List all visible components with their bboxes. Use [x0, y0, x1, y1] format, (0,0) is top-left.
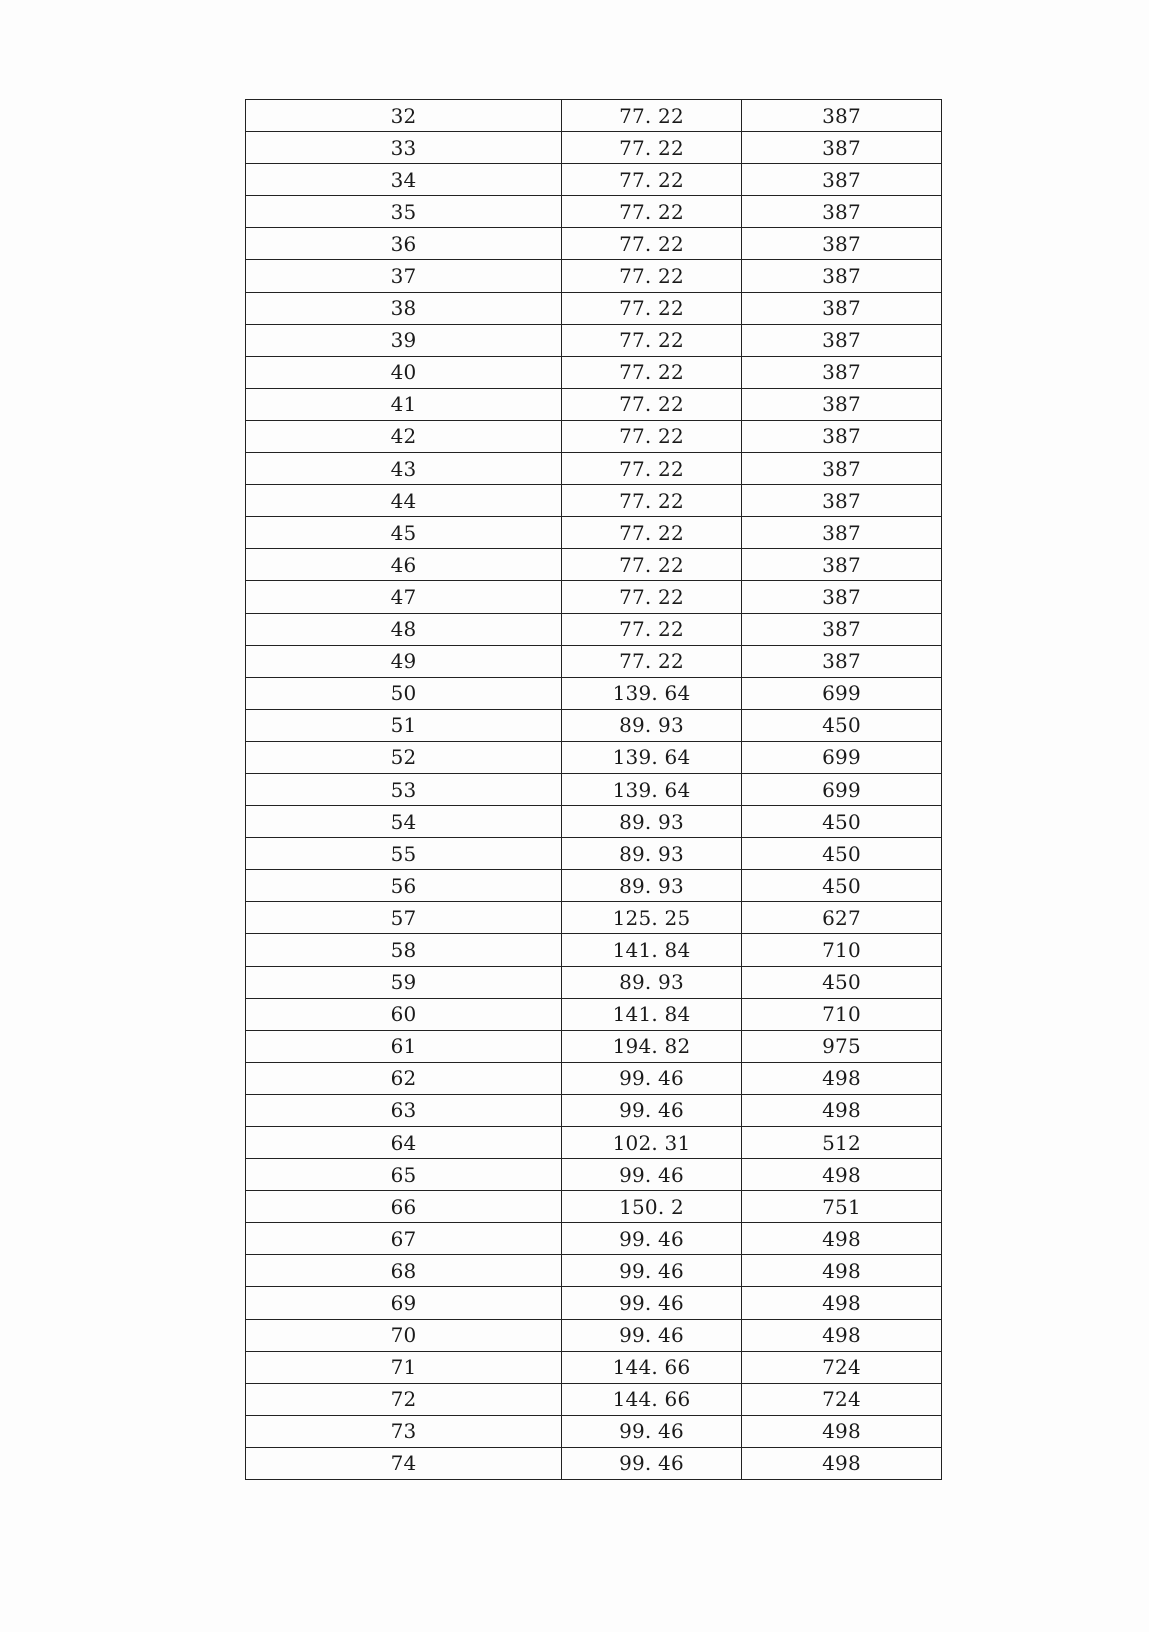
data-table — [245, 99, 942, 1480]
row-number-cell: 65 — [246, 1159, 562, 1191]
area-cell: 77. 22 — [562, 388, 742, 420]
area-cell: 99. 46 — [562, 1447, 742, 1479]
amount-cell: 387 — [742, 324, 942, 356]
amount-cell: 387 — [742, 164, 942, 196]
amount-cell: 387 — [742, 196, 942, 228]
row-number-cell: 44 — [246, 485, 562, 517]
amount-cell: 450 — [742, 709, 942, 741]
table-row — [246, 1255, 942, 1287]
area-cell: 77. 22 — [562, 324, 742, 356]
row-number-cell: 59 — [246, 966, 562, 998]
amount-cell: 498 — [742, 1447, 942, 1479]
area-cell: 139. 64 — [562, 741, 742, 773]
row-number-cell: 32 — [246, 100, 562, 132]
amount-cell: 387 — [742, 292, 942, 324]
table-row — [246, 1030, 942, 1062]
table-row — [246, 1319, 942, 1351]
amount-cell: 450 — [742, 966, 942, 998]
area-cell: 99. 46 — [562, 1287, 742, 1319]
row-number-cell: 61 — [246, 1030, 562, 1062]
amount-cell: 699 — [742, 773, 942, 805]
row-number-cell: 46 — [246, 549, 562, 581]
table-row — [246, 1159, 942, 1191]
table-row — [246, 1127, 942, 1159]
table-row — [246, 1062, 942, 1094]
table-row — [246, 485, 942, 517]
row-number-cell: 56 — [246, 870, 562, 902]
area-cell: 141. 84 — [562, 934, 742, 966]
row-number-cell: 63 — [246, 1094, 562, 1126]
table-row — [246, 902, 942, 934]
row-number-cell: 41 — [246, 388, 562, 420]
row-number-cell: 58 — [246, 934, 562, 966]
amount-cell: 724 — [742, 1351, 942, 1383]
table-row — [246, 356, 942, 388]
row-number-cell: 53 — [246, 773, 562, 805]
table-row — [246, 1383, 942, 1415]
table-row — [246, 100, 942, 132]
area-cell: 99. 46 — [562, 1255, 742, 1287]
area-cell: 77. 22 — [562, 549, 742, 581]
row-number-cell: 71 — [246, 1351, 562, 1383]
area-cell: 102. 31 — [562, 1127, 742, 1159]
amount-cell: 387 — [742, 420, 942, 452]
row-number-cell: 51 — [246, 709, 562, 741]
amount-cell: 498 — [742, 1062, 942, 1094]
table-row — [246, 292, 942, 324]
amount-cell: 498 — [742, 1255, 942, 1287]
row-number-cell: 68 — [246, 1255, 562, 1287]
table-row — [246, 773, 942, 805]
amount-cell: 724 — [742, 1383, 942, 1415]
area-cell: 77. 22 — [562, 517, 742, 549]
area-cell: 77. 22 — [562, 260, 742, 292]
table-row — [246, 228, 942, 260]
amount-cell: 387 — [742, 485, 942, 517]
table-row — [246, 132, 942, 164]
amount-cell: 751 — [742, 1191, 942, 1223]
row-number-cell: 42 — [246, 420, 562, 452]
amount-cell: 699 — [742, 741, 942, 773]
row-number-cell: 66 — [246, 1191, 562, 1223]
row-number-cell: 60 — [246, 998, 562, 1030]
area-cell: 77. 22 — [562, 100, 742, 132]
table-row — [246, 677, 942, 709]
table-row — [246, 324, 942, 356]
amount-cell: 387 — [742, 581, 942, 613]
row-number-cell: 57 — [246, 902, 562, 934]
row-number-cell: 67 — [246, 1223, 562, 1255]
amount-cell: 975 — [742, 1030, 942, 1062]
row-number-cell: 73 — [246, 1415, 562, 1447]
table-row — [246, 1447, 942, 1479]
row-number-cell: 43 — [246, 453, 562, 485]
amount-cell: 699 — [742, 677, 942, 709]
area-cell: 77. 22 — [562, 581, 742, 613]
table-row — [246, 1191, 942, 1223]
row-number-cell: 35 — [246, 196, 562, 228]
amount-cell: 498 — [742, 1223, 942, 1255]
row-number-cell: 72 — [246, 1383, 562, 1415]
row-number-cell: 55 — [246, 838, 562, 870]
area-cell: 89. 93 — [562, 966, 742, 998]
amount-cell: 450 — [742, 838, 942, 870]
amount-cell: 498 — [742, 1415, 942, 1447]
area-cell: 99. 46 — [562, 1415, 742, 1447]
row-number-cell: 36 — [246, 228, 562, 260]
amount-cell: 498 — [742, 1159, 942, 1191]
amount-cell: 710 — [742, 934, 942, 966]
amount-cell: 498 — [742, 1094, 942, 1126]
table-row — [246, 517, 942, 549]
area-cell: 77. 22 — [562, 292, 742, 324]
table-row — [246, 645, 942, 677]
area-cell: 125. 25 — [562, 902, 742, 934]
amount-cell: 498 — [742, 1287, 942, 1319]
row-number-cell: 37 — [246, 260, 562, 292]
area-cell: 144. 66 — [562, 1383, 742, 1415]
area-cell: 89. 93 — [562, 806, 742, 838]
table-row — [246, 934, 942, 966]
area-cell: 99. 46 — [562, 1062, 742, 1094]
row-number-cell: 52 — [246, 741, 562, 773]
row-number-cell: 70 — [246, 1319, 562, 1351]
table-row — [246, 709, 942, 741]
table-row — [246, 806, 942, 838]
area-cell: 150. 2 — [562, 1191, 742, 1223]
amount-cell: 387 — [742, 388, 942, 420]
table-row — [246, 581, 942, 613]
area-cell: 77. 22 — [562, 164, 742, 196]
amount-cell: 498 — [742, 1319, 942, 1351]
area-cell: 77. 22 — [562, 613, 742, 645]
area-cell: 139. 64 — [562, 677, 742, 709]
table-row — [246, 966, 942, 998]
amount-cell: 387 — [742, 228, 942, 260]
table-row — [246, 1415, 942, 1447]
row-number-cell: 40 — [246, 356, 562, 388]
amount-cell: 387 — [742, 645, 942, 677]
area-cell: 77. 22 — [562, 645, 742, 677]
table-row — [246, 998, 942, 1030]
table-row — [246, 1223, 942, 1255]
table-row — [246, 164, 942, 196]
area-cell: 89. 93 — [562, 870, 742, 902]
area-cell: 77. 22 — [562, 420, 742, 452]
table-row — [246, 388, 942, 420]
row-number-cell: 69 — [246, 1287, 562, 1319]
amount-cell: 627 — [742, 902, 942, 934]
table-row — [246, 1287, 942, 1319]
amount-cell: 387 — [742, 100, 942, 132]
table-row — [246, 420, 942, 452]
table-row — [246, 1351, 942, 1383]
row-number-cell: 62 — [246, 1062, 562, 1094]
area-cell: 77. 22 — [562, 196, 742, 228]
area-cell: 99. 46 — [562, 1223, 742, 1255]
area-cell: 139. 64 — [562, 773, 742, 805]
amount-cell: 450 — [742, 806, 942, 838]
table-row — [246, 453, 942, 485]
amount-cell: 387 — [742, 132, 942, 164]
row-number-cell: 64 — [246, 1127, 562, 1159]
table-row — [246, 549, 942, 581]
amount-cell: 387 — [742, 613, 942, 645]
amount-cell: 387 — [742, 453, 942, 485]
row-number-cell: 38 — [246, 292, 562, 324]
area-cell: 194. 82 — [562, 1030, 742, 1062]
amount-cell: 387 — [742, 549, 942, 581]
amount-cell: 710 — [742, 998, 942, 1030]
table-row — [246, 741, 942, 773]
row-number-cell: 47 — [246, 581, 562, 613]
table-row — [246, 1094, 942, 1126]
row-number-cell: 45 — [246, 517, 562, 549]
area-cell: 77. 22 — [562, 228, 742, 260]
row-number-cell: 50 — [246, 677, 562, 709]
table-row — [246, 196, 942, 228]
row-number-cell: 33 — [246, 132, 562, 164]
table-row — [246, 260, 942, 292]
amount-cell: 450 — [742, 870, 942, 902]
area-cell: 89. 93 — [562, 838, 742, 870]
area-cell: 77. 22 — [562, 485, 742, 517]
row-number-cell: 54 — [246, 806, 562, 838]
amount-cell: 387 — [742, 260, 942, 292]
area-cell: 77. 22 — [562, 453, 742, 485]
amount-cell: 512 — [742, 1127, 942, 1159]
table-row — [246, 838, 942, 870]
row-number-cell: 34 — [246, 164, 562, 196]
area-cell: 99. 46 — [562, 1319, 742, 1351]
row-number-cell: 49 — [246, 645, 562, 677]
amount-cell: 387 — [742, 356, 942, 388]
amount-cell: 387 — [742, 517, 942, 549]
area-cell: 99. 46 — [562, 1094, 742, 1126]
row-number-cell: 48 — [246, 613, 562, 645]
table-row — [246, 870, 942, 902]
table-row — [246, 613, 942, 645]
area-cell: 99. 46 — [562, 1159, 742, 1191]
area-cell: 141. 84 — [562, 998, 742, 1030]
row-number-cell: 39 — [246, 324, 562, 356]
area-cell: 89. 93 — [562, 709, 742, 741]
area-cell: 77. 22 — [562, 132, 742, 164]
table-body — [246, 100, 942, 1480]
area-cell: 77. 22 — [562, 356, 742, 388]
row-number-cell: 74 — [246, 1447, 562, 1479]
area-cell: 144. 66 — [562, 1351, 742, 1383]
